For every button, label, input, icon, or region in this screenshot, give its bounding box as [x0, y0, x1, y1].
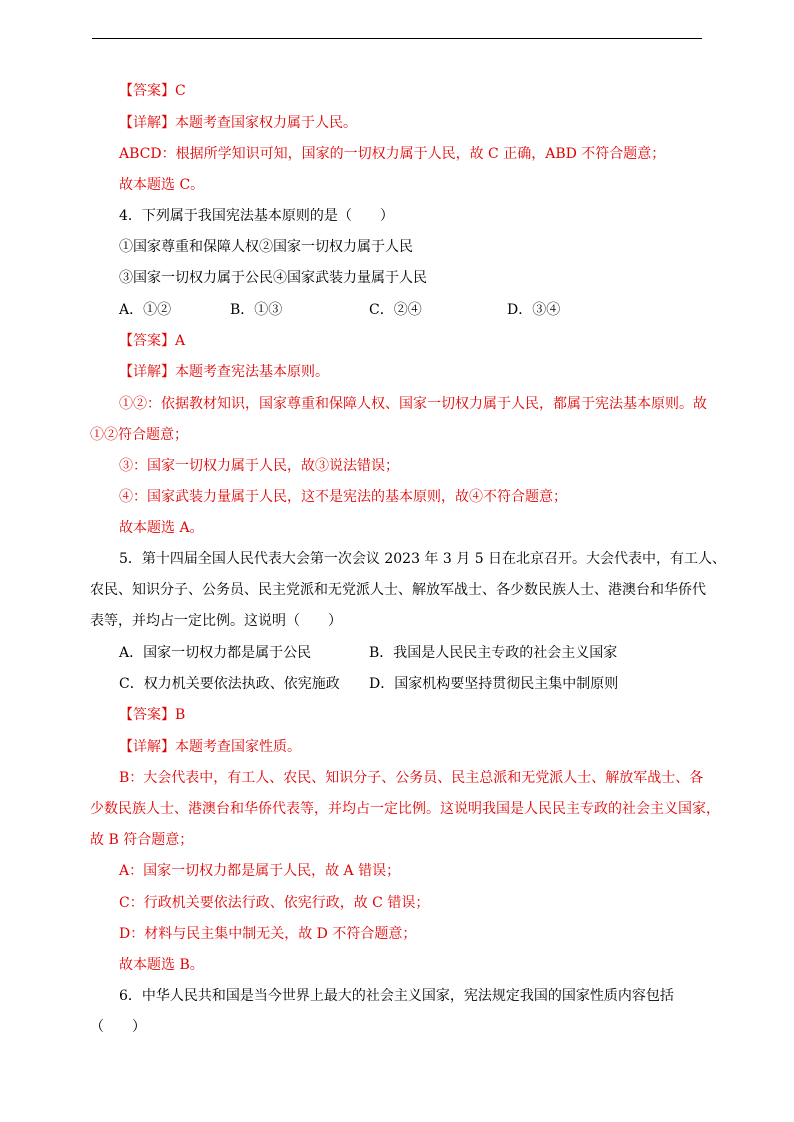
q5-explain-d: D：材料与民主集中制无关，故 D 不符合题意；: [119, 926, 417, 942]
q4-option-c: C．②④: [369, 302, 422, 318]
q5-conclusion: 故本题选 B。: [119, 957, 204, 973]
q4-option-a: A．①②: [119, 302, 172, 318]
q4-explain-2: ③：国家一切权力属于人民，故③说法错误；: [119, 458, 399, 474]
q5-explain-b-3: 故 B 符合题意；: [90, 832, 194, 848]
q4-stem: 4．下列属于我国宪法基本原则的是（ ）: [119, 208, 394, 224]
q5-option-b: B．我国是人民民主专政的社会主义国家: [369, 645, 618, 661]
q6-stem-2: （ ）: [90, 1019, 146, 1035]
q5-explain-b-1: B：大会代表中，有工人、农民、知识分子、公务员、民主总派和无党派人士、解放军战士、各: [119, 770, 704, 786]
q5-answer: 【答案】B: [119, 707, 186, 723]
q6-stem-1: 6．中华人民共和国是当今世界上最大的社会主义国家，宪法规定我国的国家性质内容包括: [119, 988, 674, 1004]
q4-option-d: D．③④: [507, 302, 561, 318]
q5-option-c: C．权力机关要依法执政、依宪施政: [119, 676, 340, 692]
header-rule: [92, 38, 702, 39]
q5-stem-2: 农民、知识分子、公务员、民主党派和无党派人士、解放军战士、各少数民族人士、港澳台和华侨代: [90, 582, 706, 598]
q4-item-1: ①国家尊重和保障人权②国家一切权力属于人民: [119, 239, 413, 255]
q4-answer: 【答案】A: [119, 333, 186, 349]
q3-answer: 【答案】C: [119, 83, 186, 99]
q4-analysis: 【详解】本题考查宪法基本原则。: [119, 364, 329, 380]
q4-option-b: B．①③: [230, 302, 283, 318]
q4-explain-1-cont: ①②符合题意；: [90, 427, 188, 443]
q4-explain-1: ①②：依据教材知识，国家尊重和保障人权、国家一切权力属于人民，都属于宪法基本原则。故: [119, 396, 707, 412]
q5-stem-3: 表等，并均占一定比例。这说明（ ）: [90, 613, 342, 629]
q3-conclusion: 故本题选 C。: [119, 177, 205, 193]
q5-explain-c: C：行政机关要依法行政、依宪行政，故 C 错误；: [119, 895, 430, 911]
q5-analysis: 【详解】本题考查国家性质。: [119, 739, 301, 755]
q5-explain-b-2: 少数民族人士、港澳台和华侨代表等，并均占一定比例。这说明我国是人民民主专政的社会主义国家，: [90, 801, 720, 817]
q3-analysis: 【详解】本题考查国家权力属于人民。: [119, 115, 357, 131]
q5-stem-1: 5．第十四届全国人民代表大会第一次会议 2023 年 3 月 5 日在北京召开。大会代表中，有工人、: [119, 551, 727, 567]
q5-explain-a: A：国家一切权力都是属于人民，故 A 错误；: [119, 863, 401, 879]
q3-explain: ABCD：根据所学知识可知，国家的一切权力属于人民，故 C 正确，ABD 不符合题意；: [119, 146, 666, 162]
q4-explain-3: ④：国家武装力量属于人民，这不是宪法的基本原则，故④不符合题意；: [119, 489, 567, 505]
q5-option-a: A．国家一切权力都是属于公民: [119, 645, 312, 661]
q4-conclusion: 故本题选 A。: [119, 520, 204, 536]
q5-option-d: D．国家机构要坚持贯彻民主集中制原则: [369, 676, 619, 692]
q4-item-2: ③国家一切权力属于公民④国家武装力量属于人民: [119, 270, 427, 286]
